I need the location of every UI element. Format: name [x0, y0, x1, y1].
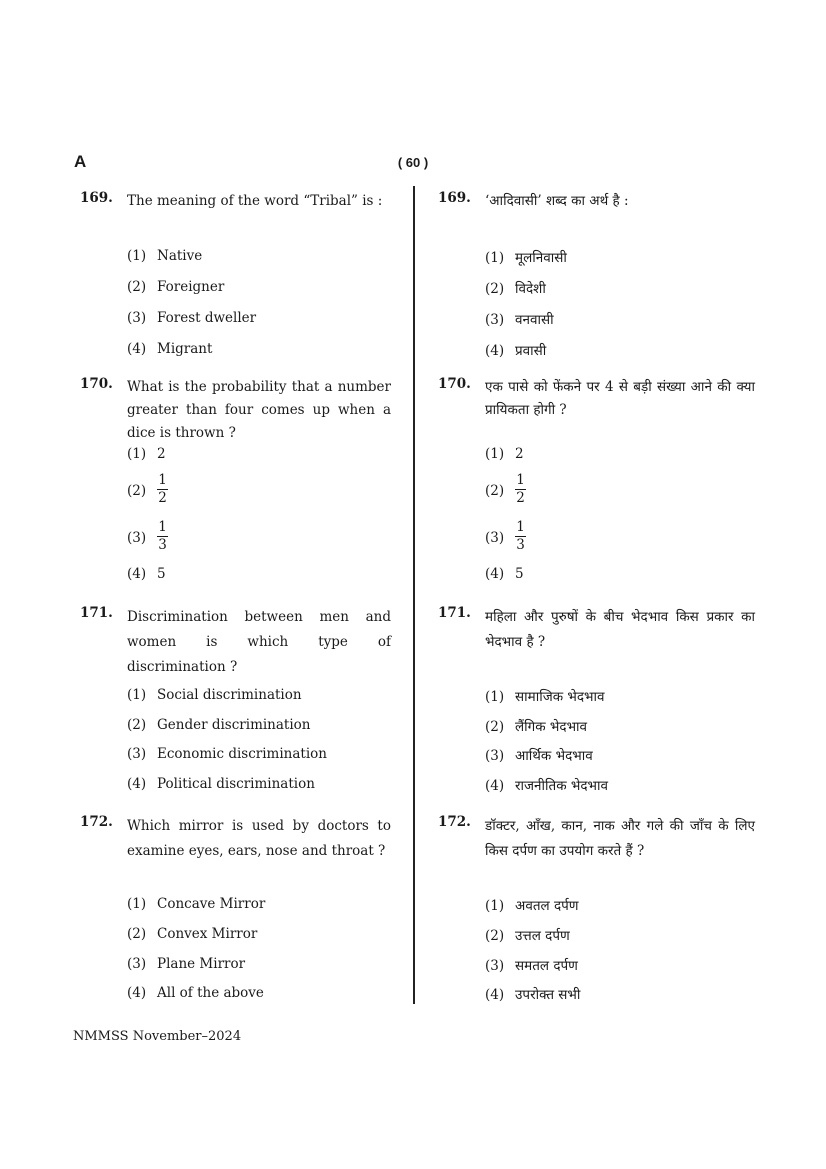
option-number: (2)	[127, 279, 147, 295]
option-2	[485, 279, 546, 297]
option-number: (4)	[127, 566, 147, 582]
option-3	[127, 521, 168, 556]
option-text: All of the above	[157, 985, 264, 1001]
option-3	[127, 956, 245, 972]
option-number: (2)	[485, 281, 505, 297]
question-number: 170.	[438, 376, 471, 392]
option-text: 2	[515, 446, 524, 462]
option-4	[485, 776, 608, 794]
fraction-numerator: 1	[516, 472, 525, 488]
option-number: (4)	[127, 985, 147, 1001]
option-text: विदेशी	[515, 281, 546, 297]
fraction-one-half	[157, 472, 168, 507]
option-3	[485, 310, 554, 328]
fraction-numerator: 1	[516, 519, 525, 535]
option-1	[485, 687, 605, 705]
option-number: (1)	[127, 896, 147, 912]
question-text: Discrimination between men and women is which type of discrimination ?	[127, 609, 391, 675]
option-4	[485, 566, 524, 582]
option-1	[127, 896, 265, 912]
option-text: 5	[515, 566, 524, 582]
option-text: प्रवासी	[515, 343, 547, 359]
option-number: (3)	[485, 530, 505, 546]
option-number: (1)	[485, 446, 505, 462]
option-text: Social discrimination	[157, 687, 302, 703]
option-text: वनवासी	[515, 312, 554, 328]
question-text: Which mirror is used by doctors to examine eyes, ears, nose and throat ?	[127, 818, 391, 859]
option-3	[127, 310, 256, 326]
option-text: राजनीतिक भेदभाव	[515, 778, 609, 794]
option-number: (1)	[127, 248, 147, 264]
question-number: 171.	[80, 605, 113, 621]
option-text: 5	[157, 566, 166, 582]
fraction-numerator: 1	[158, 472, 167, 488]
option-number: (3)	[485, 748, 505, 764]
option-4	[127, 776, 315, 792]
option-1	[485, 248, 567, 266]
page-number: ( 60 )	[397, 155, 429, 170]
fraction-denominator: 2	[516, 490, 525, 506]
option-2	[485, 926, 570, 944]
option-1	[127, 687, 302, 703]
question-number: 169.	[438, 190, 471, 206]
option-number: (1)	[485, 250, 505, 266]
option-text: Plane Mirror	[157, 956, 246, 972]
option-text: Convex Mirror	[157, 926, 258, 942]
question-number: 170.	[80, 376, 113, 392]
option-number: (3)	[485, 312, 505, 328]
option-number: (2)	[485, 719, 505, 735]
option-4	[127, 341, 212, 357]
option-number: (4)	[127, 341, 147, 357]
question-text: The meaning of the word “Tribal” is :	[127, 193, 383, 209]
option-text: Forest dweller	[157, 310, 257, 326]
option-text: Political discrimination	[157, 776, 315, 792]
option-number: (2)	[127, 926, 147, 942]
option-number: (4)	[485, 778, 505, 794]
option-number: (1)	[485, 689, 505, 705]
option-2	[127, 717, 311, 733]
option-number: (3)	[127, 956, 147, 972]
question-text: एक पासे को फेंकने पर 4 से बड़ी संख्या आने की क्या प्रायिकता होगी ?	[485, 379, 755, 418]
option-3	[485, 521, 526, 556]
option-4	[127, 985, 264, 1001]
option-text: उपरोक्त सभी	[515, 987, 581, 1003]
question-series-label: A	[74, 152, 87, 171]
option-number: (4)	[485, 566, 505, 582]
question-text: महिला और पुरुषों के बीच भेदभाव किस प्रकार का भेदभाव है ?	[485, 609, 755, 650]
option-text: 2	[157, 446, 166, 462]
option-1	[127, 446, 166, 462]
question-number: 171.	[438, 605, 471, 621]
fraction-one-third	[157, 519, 168, 554]
option-number: (4)	[127, 776, 147, 792]
fraction-one-half	[515, 472, 526, 507]
option-2	[127, 474, 168, 509]
option-text: अवतल दर्पण	[515, 898, 579, 914]
fraction-denominator: 3	[158, 537, 167, 553]
option-1	[485, 446, 524, 462]
option-number: (1)	[127, 687, 147, 703]
option-number: (3)	[127, 310, 147, 326]
question-text: What is the probability that a number greater than four comes up when a dice is thrown ?	[127, 379, 391, 441]
option-4	[485, 341, 546, 359]
option-text: Migrant	[157, 341, 213, 357]
fraction-denominator: 2	[158, 490, 167, 506]
option-text: Foreigner	[157, 279, 225, 295]
option-1	[485, 896, 579, 914]
option-text: Native	[157, 248, 203, 264]
option-number: (1)	[485, 898, 505, 914]
option-number: (3)	[485, 958, 505, 974]
option-number: (4)	[485, 987, 505, 1003]
option-3	[485, 746, 593, 764]
option-number: (2)	[485, 928, 505, 944]
option-text: आर्थिक भेदभाव	[515, 748, 593, 764]
option-3	[485, 956, 578, 974]
option-2	[485, 717, 587, 735]
option-text: समतल दर्पण	[515, 958, 578, 974]
option-text: सामाजिक भेदभाव	[515, 689, 605, 705]
fraction-numerator: 1	[158, 519, 167, 535]
question-text: डॉक्टर, आँख, कान, नाक और गले की जाँच के लिए किस दर्पण का उपयोग करते हैं ?	[485, 818, 755, 859]
fraction-denominator: 3	[516, 537, 525, 553]
question-number: 172.	[80, 814, 113, 830]
question-number: 169.	[80, 190, 113, 206]
option-number: (2)	[127, 483, 147, 499]
option-number: (3)	[127, 530, 147, 546]
option-2	[127, 926, 257, 942]
option-4	[127, 566, 166, 582]
option-text: Economic discrimination	[157, 746, 327, 762]
option-number: (3)	[127, 746, 147, 762]
option-number: (4)	[485, 343, 505, 359]
column-divider	[413, 186, 415, 1004]
option-3	[127, 746, 327, 762]
exam-footer: NMMSS November–2024	[73, 1029, 242, 1044]
option-text: Gender discrimination	[157, 717, 311, 733]
question-text: ‘आदिवासी’ शब्द का अर्थ है :	[485, 193, 629, 209]
option-number: (2)	[485, 483, 505, 499]
option-text: उत्तल दर्पण	[515, 928, 570, 944]
option-1	[127, 248, 202, 264]
option-text: लैंगिक भेदभाव	[515, 719, 588, 735]
option-text: Concave Mirror	[157, 896, 266, 912]
option-2	[485, 474, 526, 509]
option-number: (2)	[127, 717, 147, 733]
option-text: मूलनिवासी	[515, 250, 567, 266]
question-number: 172.	[438, 814, 471, 830]
option-4	[485, 985, 580, 1003]
option-2	[127, 279, 224, 295]
option-number: (1)	[127, 446, 147, 462]
fraction-one-third	[515, 519, 526, 554]
